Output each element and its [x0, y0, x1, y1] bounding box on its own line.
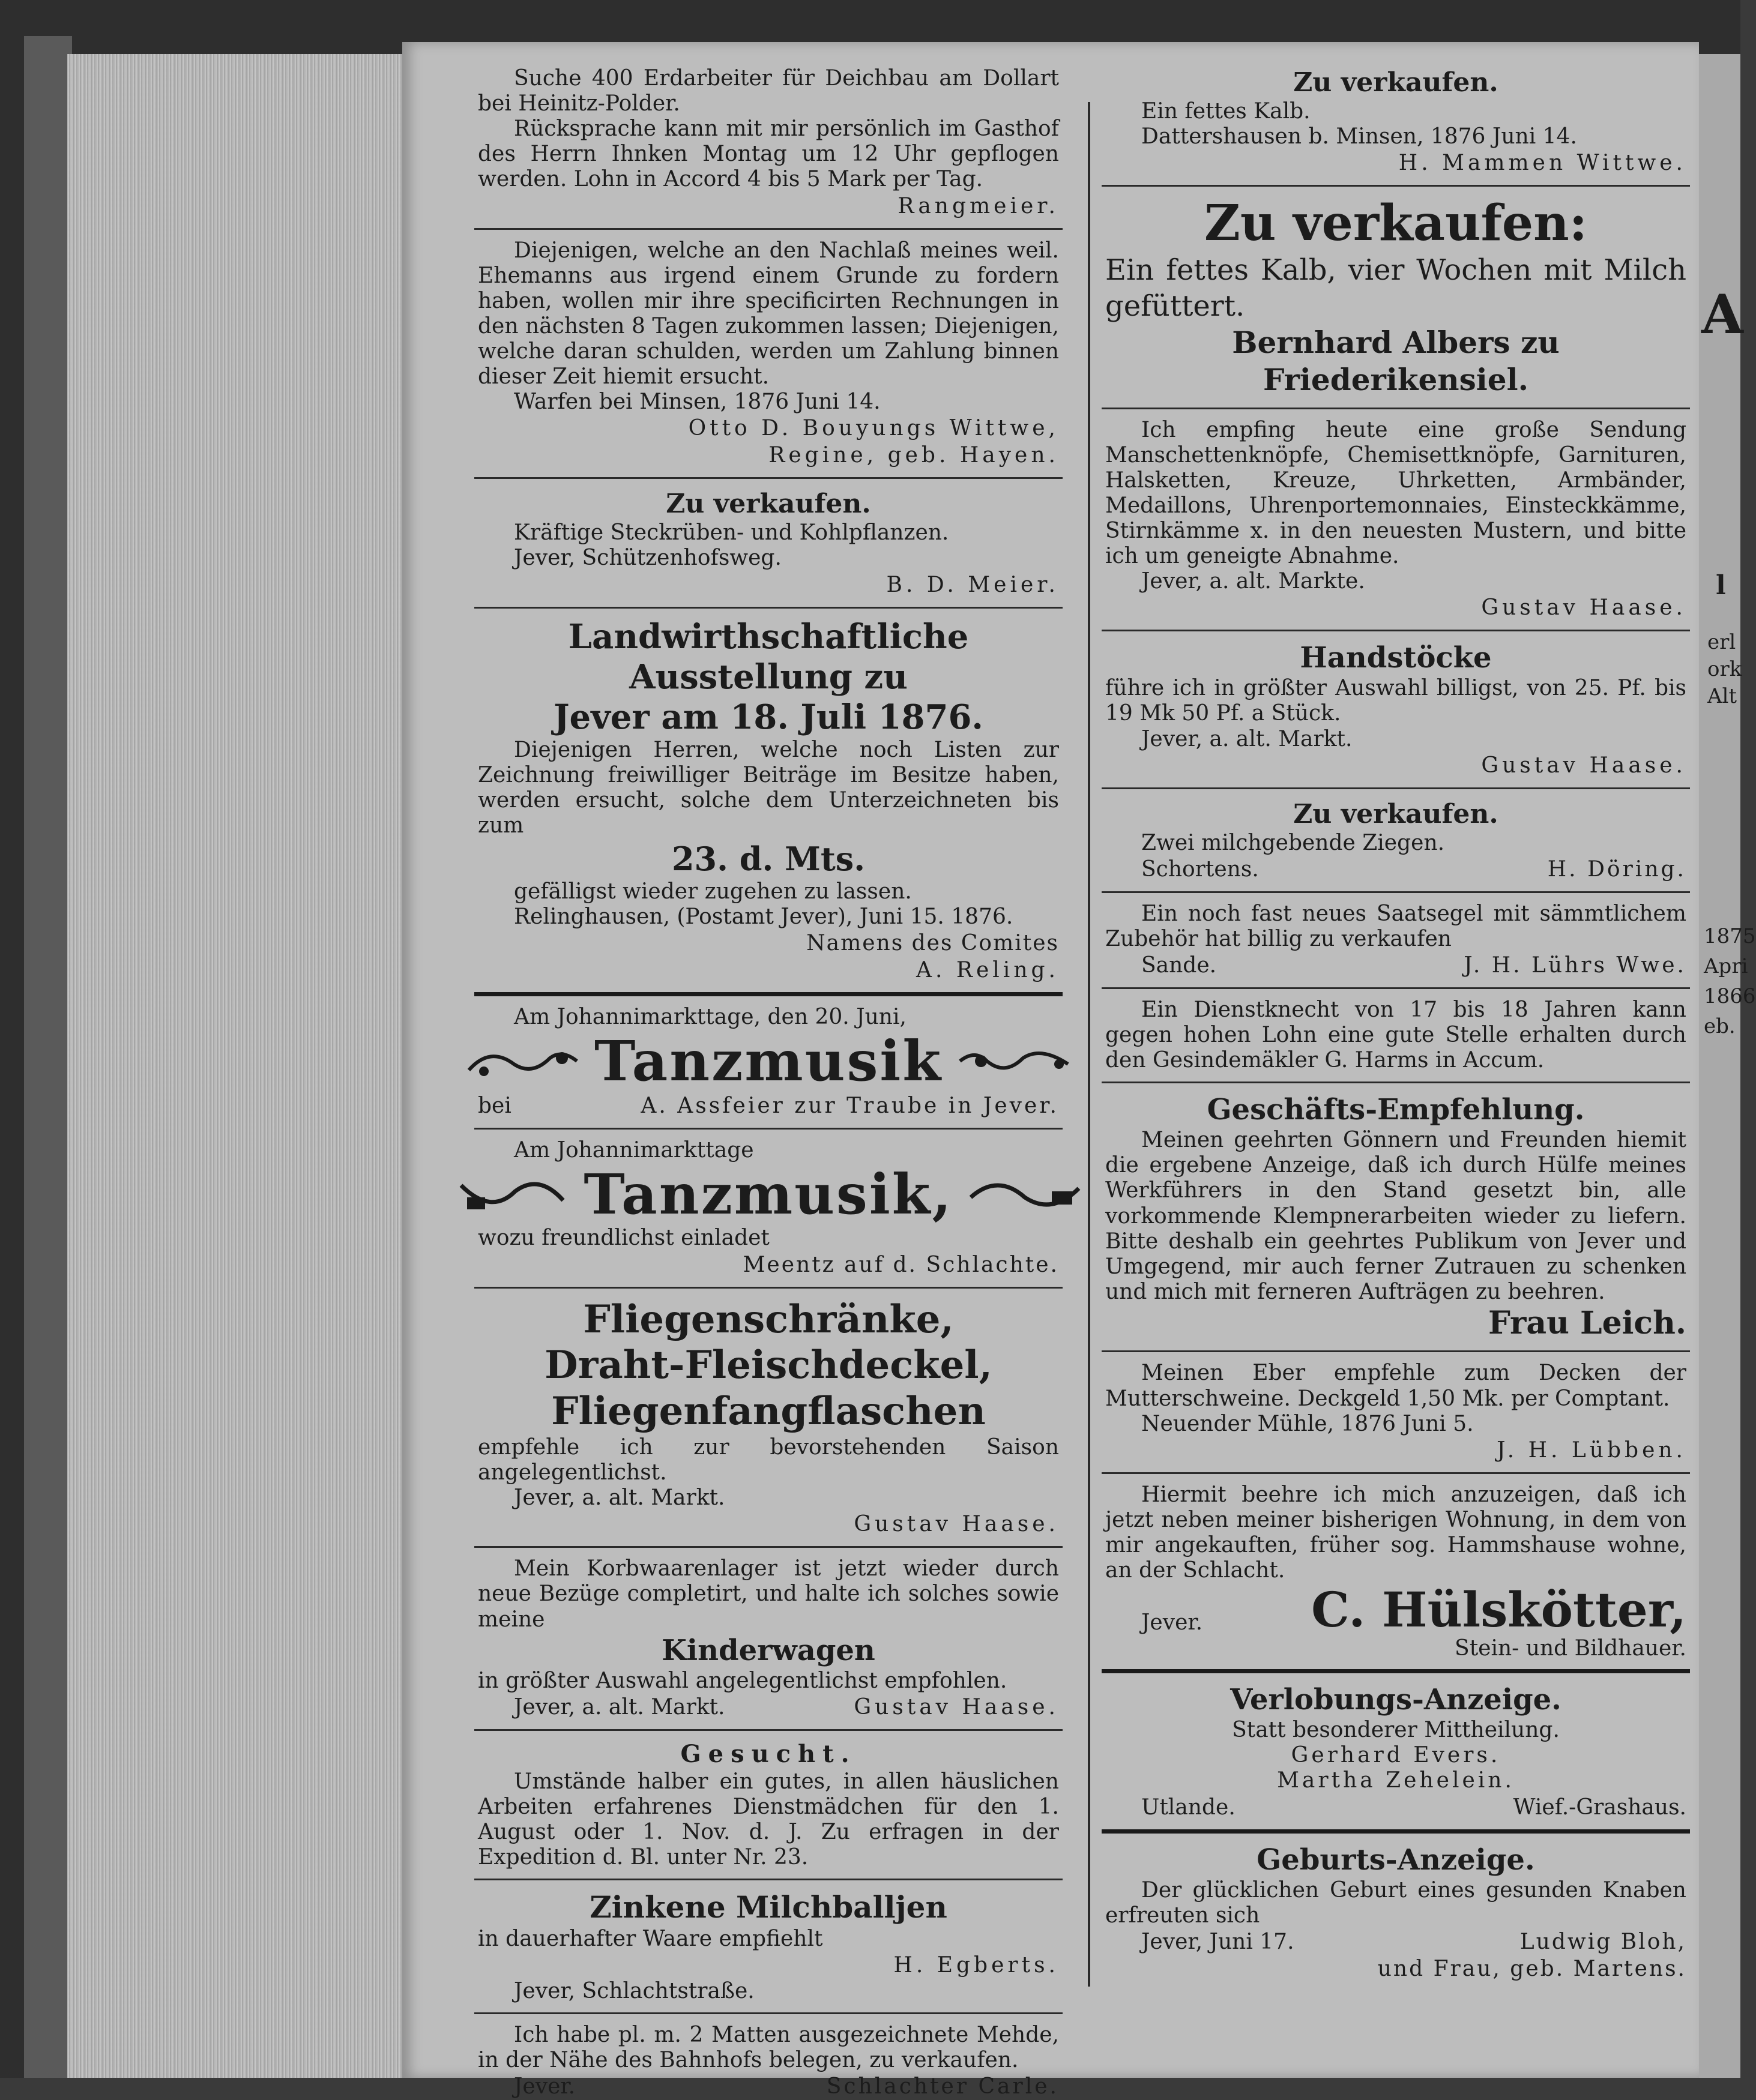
ad-text: Am Johannimarkttage, den 20. Juni, [514, 1005, 907, 1030]
ad-place: Schortens. [1141, 856, 1259, 882]
ad-signature: Gustav Haase. [1481, 753, 1686, 778]
ad-place: Wief.-Grashaus. [1513, 1795, 1686, 1820]
ad-text: Diejenigen Herren, welche noch Listen zur Zeichnung freiwilliger Beiträge im Besitze haben, werden ersucht, solche dem Unterzeichneten bis zum [478, 738, 1059, 838]
ad-text: Ich empfing heute eine große Sendung Manschettenknöpfe, Chemisettknöpfe, Garnituren, Halsketten, Kreuze, Uhrketten, Armbänder, Medaillons, Uhrenportemonnaies, Einsteckkämme, Stirnkämme x. in den neuesten Mustern, und bitte ich um geneigte Abnahme. [1105, 417, 1686, 569]
ad-title: Gesucht. [680, 1739, 857, 1768]
ad-text: Mein Korbwaarenlager ist jetzt wieder durch neue Bezüge completirt, und halte ich solches sowie meine [478, 1556, 1059, 1632]
column-divider [1088, 102, 1090, 1987]
ad-dienstknecht [1102, 997, 1690, 1073]
next-page-text: ork [1707, 657, 1742, 681]
ad-separator [474, 2012, 1063, 2014]
ad-steckrueben [474, 487, 1063, 598]
ad-separator [1102, 185, 1690, 187]
next-page-text: eb. [1704, 1014, 1736, 1038]
next-page-text: Apri [1704, 954, 1748, 978]
ad-kalb-mammen [1102, 66, 1690, 176]
ad-name: Martha Zehelein. [1277, 1768, 1515, 1793]
ad-text: in größter Auswahl angelegentlichst empfohlen. [478, 1668, 1007, 1693]
ad-text: in dauerhafter Waare empfiehlt [478, 1926, 823, 1951]
ad-separator [1102, 1669, 1690, 1673]
ad-signature: H. Döring. [1547, 856, 1686, 882]
ad-separator [474, 1287, 1063, 1289]
ad-footer-row [478, 1694, 1059, 1721]
tanzmusik-banner [478, 1162, 1059, 1227]
ad-ziegen [1102, 798, 1690, 883]
ad-separator [1102, 787, 1690, 789]
ad-title: Zu verkaufen. [1293, 798, 1498, 829]
ad-footer-row [478, 2073, 1059, 2100]
ad-signature: B. D. Meier. [886, 572, 1059, 597]
ad-title: Fliegenfangflaschen [551, 1389, 986, 1434]
ad-place: Jever, Schlachtstraße. [514, 1978, 755, 2003]
ad-separator [474, 1128, 1063, 1130]
right-column [1102, 66, 1690, 1982]
ad-signature: A. Reling. [916, 958, 1059, 983]
ad-text: Diejenigen, welche an den Nachlaß meines weil. Ehemanns aus irgend einem Grunde zu fordern haben, wollen mir ihre specificirten Rechnungen in den nächsten 8 Tagen zukommen lassen; Diejenigen, welche daran schulden, werden um Zahlung binnen dieser Zeit hiemit ersucht. [478, 238, 1059, 390]
ad-huelskoetter [1102, 1482, 1690, 1661]
ornament-right-icon [968, 1173, 1082, 1215]
ad-text: Suche 400 Erdarbeiter für Deichbau am Dollart bei Heinitz-Polder. [478, 66, 1059, 116]
ad-place: Jever, a. alt. Markte. [1141, 569, 1365, 594]
ad-tanzmusik-traube [474, 1005, 1063, 1119]
ad-text: Umstände halber ein gutes, in allen häuslichen Arbeiten erfahrenes Dienstmädchen für den 1. August oder 1. Nov. d. J. Zu erfragen in der Expedition d. Bl. unter Nr. 23. [478, 1769, 1059, 1870]
tanzmusik-banner [478, 1029, 1059, 1094]
ad-place: Jever. [514, 2074, 576, 2099]
ad-place: Jever, Schützenhofsweg. [514, 546, 782, 571]
ad-text: führe ich in größter Auswahl billigst, von 25. Pf. bis 19 Mk 50 Pf. a Stück. [1105, 676, 1686, 726]
ad-separator [1102, 987, 1690, 989]
ornament-right-icon [957, 1040, 1071, 1082]
ad-deadline: 23. d. Mts. [671, 839, 866, 878]
ad-schmuck [1102, 418, 1690, 622]
ad-separator [474, 607, 1063, 609]
ad-fliegenschraenke [474, 1297, 1063, 1538]
ad-place: Utlande. [1141, 1795, 1236, 1820]
ad-title: Jever am 18. Juli 1876. [554, 697, 983, 737]
ad-text: Ein fettes Kalb. [1141, 99, 1311, 124]
ad-text: wozu freundlichst einladet [478, 1226, 770, 1251]
ad-geburt [1102, 1842, 1690, 1982]
ad-signature: H. Mammen Wittwe. [1398, 151, 1686, 176]
ad-signature: J. H. Lübben. [1497, 1437, 1686, 1463]
ad-separator [1102, 408, 1690, 409]
next-page-text: 1875 [1704, 924, 1756, 948]
ad-signature: C. Hülskötter, [1311, 1581, 1686, 1638]
ad-signature: Rangmeier. [898, 193, 1059, 218]
ad-footer-row [1105, 1928, 1686, 1955]
ad-separator [474, 1729, 1063, 1731]
ad-text: Ein Dienstknecht von 17 bis 18 Jahren kann gegen hohen Lohn eine gute Stelle erhalten durch den Gesindemäkler G. Harms in Accum. [1105, 997, 1686, 1073]
ad-place-date: Dattershausen b. Minsen, 1876 Juni 14. [1141, 124, 1577, 149]
ad-matten [474, 2023, 1063, 2100]
ad-separator [474, 992, 1063, 996]
ad-text: Ein fettes Kalb, vier Wochen mit Milch gefüttert. [1105, 253, 1686, 323]
ad-place-date: Neuender Mühle, 1876 Juni 5. [1141, 1411, 1474, 1436]
ad-text: gefälligst wieder zugehen zu lassen. [514, 879, 912, 904]
next-page-text: Alt [1707, 684, 1737, 708]
ad-signature: Meentz auf d. Schlachte. [743, 1252, 1059, 1277]
ad-footer-row [1105, 952, 1686, 979]
ad-host-row [478, 1092, 1059, 1119]
ad-text: empfehle ich zur bevorstehenden Saison angelegentlichst. [478, 1434, 1059, 1485]
ad-verlobung [1102, 1682, 1690, 1820]
next-page-text: erl [1707, 630, 1736, 654]
ad-text: Statt besonderer Mittheilung. [1232, 1718, 1560, 1743]
ornament-left-icon [455, 1173, 569, 1215]
left-column [474, 66, 1063, 2100]
ad-place-date: Relinghausen, (Postamt Jever), Juni 15. 1876. [514, 904, 1013, 930]
ad-title: Fliegenschränke, [583, 1296, 954, 1342]
ad-title: Verlobungs-Anzeige. [1230, 1683, 1561, 1717]
next-page-text: 1866 [1704, 984, 1756, 1008]
ad-separator [1102, 1350, 1690, 1352]
ad-title: Zu verkaufen. [1293, 67, 1498, 98]
tanzmusik-title: Tanzmusik, [584, 1162, 953, 1227]
ad-title: Handstöcke [1300, 641, 1492, 675]
ad-text: Am Johannimarkttage [514, 1138, 754, 1163]
ad-place: Jever, a. alt. Markt. [514, 1694, 725, 1719]
ad-name: Gerhard Evers. [1291, 1743, 1501, 1768]
ad-eber [1102, 1361, 1690, 1463]
ad-signature: Gustav Haase. [854, 1694, 1059, 1719]
ornament-left-icon [466, 1040, 580, 1082]
ad-saatsegel [1102, 901, 1690, 979]
ad-handstoecke [1102, 640, 1690, 778]
ad-title: Geschäfts-Empfehlung. [1207, 1093, 1585, 1127]
ad-footer-row [1105, 1794, 1686, 1821]
next-page-fragment [1699, 54, 1756, 2078]
ad-place: Jever. [1141, 1610, 1203, 1635]
ad-separator [474, 1546, 1063, 1548]
ad-text: Der glücklichen Geburt eines gesunden Knaben erfreuten sich [1105, 1877, 1686, 1928]
ad-text: Ich habe pl. m. 2 Matten ausgezeichnete Mehde, in der Nähe des Bahnhofs belegen, zu verkaufen. [478, 2022, 1059, 2072]
ad-title: Zinkene Milchballjen [590, 1889, 947, 1925]
ad-signature: Bernhard Albers zu Friederikensiel. [1232, 324, 1560, 398]
ad-tanzmusik-schlachte [474, 1138, 1063, 1278]
ad-separator [1102, 630, 1690, 631]
ad-kalb-albers [1102, 195, 1690, 399]
tanzmusik-title: Tanzmusik [594, 1029, 943, 1094]
ad-separator [1102, 1472, 1690, 1474]
ad-separator [1102, 1829, 1690, 1834]
ad-signature: Ludwig Bloh, [1519, 1929, 1686, 1954]
ad-signature: H. Egberts. [893, 1952, 1059, 1978]
ad-text: Zwei milchgebende Ziegen. [1141, 830, 1445, 855]
ad-signature: Schlachter Carle. [826, 2074, 1059, 2099]
ad-footer-row [1105, 856, 1686, 883]
ad-signature: Gustav Haase. [1481, 595, 1686, 621]
ad-separator [474, 477, 1063, 479]
next-page-letter: A [1701, 283, 1743, 346]
ad-title: Geburts-Anzeige. [1257, 1843, 1535, 1877]
ad-profession: Stein- und Bildhauer. [1455, 1636, 1686, 1661]
ad-signature: Otto D. Bouyungs Wittwe, [688, 416, 1059, 441]
ad-text: Meinen Eber empfehle zum Decken der Mutterschweine. Deckgeld 1,50 Mk. per Comptant. [1105, 1361, 1686, 1411]
ad-place-date: Warfen bei Minsen, 1876 Juni 14. [514, 390, 881, 415]
ad-separator [1102, 891, 1690, 893]
ad-text: Kräftige Steckrüben- und Kohlpflanzen. [514, 520, 949, 546]
ad-title: Zu verkaufen: [1204, 194, 1587, 253]
ad-title: Kinderwagen [662, 1633, 875, 1667]
ad-separator [474, 228, 1063, 230]
ad-kinderwagen [474, 1556, 1063, 1720]
ad-text: Hiermit beehre ich mich anzuzeigen, daß ich jetzt neben meiner bisherigen Wohnung, in dem von mir angekauften, früher sog. Hammshause wohne, an der Schlacht. [1105, 1482, 1686, 1583]
ad-geschaefts-empfehlung [1102, 1092, 1690, 1342]
ad-separator [1102, 1082, 1690, 1083]
ad-title: Draht-Fleischdeckel, [545, 1343, 992, 1388]
ad-milchballjen [474, 1889, 1063, 2004]
ad-footer-row [1105, 1583, 1686, 1636]
ad-host: A. Assfeier zur Traube in Jever. [641, 1094, 1059, 1119]
ad-separator [474, 1879, 1063, 1880]
ad-signature: Namens des Comites [806, 931, 1059, 956]
ad-title: Zu verkaufen. [666, 489, 871, 520]
ad-signature: J. H. Lührs Wwe. [1464, 952, 1686, 978]
ad-signature: Frau Leich. [1488, 1305, 1686, 1342]
ad-place: Jever, a. alt. Markt. [514, 1485, 725, 1511]
ad-ausstellung [474, 617, 1063, 984]
ad-place: Jever, a. alt. Markt. [1141, 726, 1353, 751]
ad-signature: und Frau, geb. Martens. [1377, 1956, 1686, 1981]
ad-place-date: Jever, Juni 17. [1141, 1929, 1294, 1954]
next-page-letter: l [1716, 570, 1726, 601]
ad-signature: Gustav Haase. [854, 1512, 1059, 1537]
ad-erdarbeiter [474, 66, 1063, 220]
ad-text: Meinen geehrten Gönnern und Freunden hiemit die ergebene Anzeige, daß ich durch Hülfe meines Werkführers in den Stand gesetzt bin, alle vorkommende Klempnerarbeiten wieder zu liefern. Bitte deshalb ein geehrtes Publikum von Jever und Umgegend, mir auch ferner Zutrauen zu schenken und mich mit ferneren Aufträgen zu beehren. [1105, 1128, 1686, 1304]
ad-signature: Regine, geb. Hayen. [768, 443, 1059, 468]
ad-gesucht [474, 1739, 1063, 1870]
ad-text: Rücksprache kann mit mir persönlich im Gasthof des Herrn Ihnken Montag um 12 Uhr gepflogen werden. Lohn in Accord 4 bis 5 Mark per Tag. [478, 116, 1059, 192]
ad-text: bei [478, 1094, 511, 1119]
ad-text: Ein noch fast neues Saatsegel mit sämmtlichem Zubehör hat billig zu verkaufen [1105, 901, 1686, 951]
ad-place: Sande. [1141, 952, 1217, 978]
ad-title: Landwirthschaftliche Ausstellung zu [568, 616, 969, 697]
book-page-edges [67, 54, 403, 2078]
ad-nachlass [474, 238, 1063, 469]
